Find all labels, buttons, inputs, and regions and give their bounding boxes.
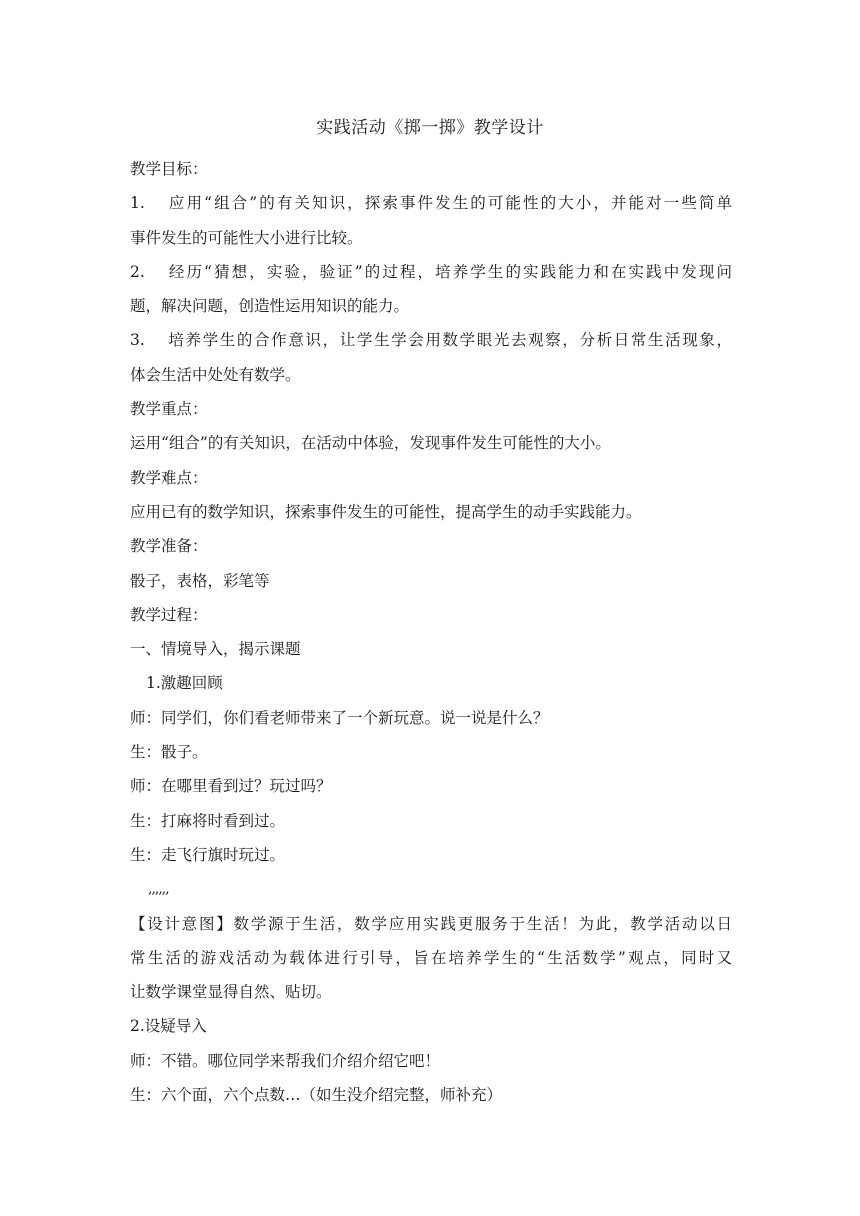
key-text: 运用“组合”的有关知识，在活动中体验，发现事件发生可能性的大小。 <box>130 434 611 453</box>
goal1-line2: 事件发生的可能性大小进行比较。 <box>130 228 363 247</box>
goal2-text-line1: 经历“猜想，实验，验证”的过程，培养学生的实践能力和在实践中发现问 <box>166 262 732 281</box>
goals-heading: 教学目标： <box>130 160 208 178</box>
process-heading: 教学过程： <box>130 605 208 624</box>
goal3-line2: 体会生活中处处有数学。 <box>130 365 301 384</box>
document-body <box>130 152 732 1112</box>
intent-line-1: 【设计意图】数学源于生活，数学应用实践更服务于生活！为此，教学活动以日 <box>130 914 732 933</box>
prep-heading: 教学准备： <box>130 537 208 556</box>
dialog-line-7: 生：六个面，六个点数…（如生没介绍完整，师补充） <box>130 1086 503 1105</box>
prep-text: 骰子，表格，彩笔等 <box>130 571 270 590</box>
dialog-line-5: 生：走飞行旗时玩过。 <box>130 845 286 864</box>
ellipsis-marks: ,,,,,, <box>148 881 169 898</box>
goal1-text-line1: 应用“组合”的有关知识，探索事件发生的可能性的大小，并能对一些简单 <box>166 194 732 213</box>
intent-line-3: 让数学课堂显得自然、贴切。 <box>130 983 332 1002</box>
goal3-number: 3. <box>130 331 145 350</box>
goal2-line2: 题，解决问题，创造性运用知识的能力。 <box>130 297 410 316</box>
goal1-line1 <box>130 186 732 220</box>
goal1-number: 1. <box>130 194 145 213</box>
dialog-line-2: 生：骰子。 <box>130 743 208 762</box>
difficulty-heading: 教学难点： <box>130 468 208 487</box>
section1-heading: 一、情境导入，揭示课题 <box>130 640 301 659</box>
goal2-number: 2. <box>130 262 145 281</box>
document-title: 实践活动《掷一掷》教学设计 <box>316 118 544 138</box>
sub1-heading: 1.激趣回顾 <box>146 674 223 693</box>
key-heading: 教学重点： <box>130 400 208 419</box>
sub2-heading: 2.设疑导入 <box>130 1017 207 1036</box>
difficulty-text: 应用已有的数学知识，探索事件发生的可能性，提高学生的动手实践能力。 <box>130 502 642 521</box>
intent-line-2: 常生活的游戏活动为载体进行引导，旨在培养学生的“生活数学”观点，同时又 <box>130 948 732 967</box>
goal3-text-line1: 培养学生的合作意识，让学生学会用数学眼光去观察，分析日常生活现象， <box>166 331 732 350</box>
dialog-line-1: 师：同学们，你们看老师带来了一个新玩意。说一说是什么？ <box>130 708 549 727</box>
goal3-line1 <box>130 323 732 357</box>
dialog-line-3: 师：在哪里看到过？玩过吗？ <box>130 777 332 796</box>
dialog-line-6: 师：不错。哪位同学来帮我们介绍介绍它吧！ <box>130 1051 441 1070</box>
dialog-line-4: 生：打麻将时看到过。 <box>130 811 286 830</box>
goal2-line1 <box>130 255 732 289</box>
